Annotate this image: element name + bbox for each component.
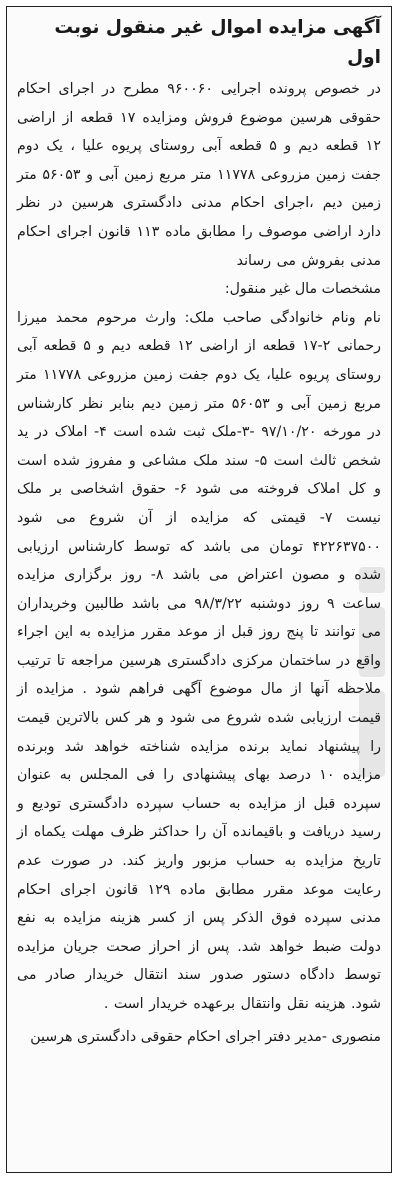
notice-signature: منصوری -مدیر دفتر اجرای احکام حقوقی دادگستری هرسین (30, 1028, 381, 1045)
notice-frame (6, 6, 392, 1173)
notice-intro: در خصوص پرونده اجرایی ۹۶۰۰۶۰ مطرح در اجرای احکام حقوقی هرسین موضوع فروش ومزایده ۱۷ قطعه از اراضی ۱۲ قطعه دیم و ۵ قطعه آبی روستای پریوه علیا ، یک دوم جفت زمین مزروعی ۱۱۷۷۸ متر مربع زمین آبی و ۵۶۰۵۳ متر زمین دیم ،اجرای احکام مدنی دادگستری هرسین در نظر دارد اراضی موصوف را مطابق ماده ۱۱۳ قانون اجرای احکام مدنی بفروش می رساند (17, 81, 381, 269)
specs-heading: مشخصات مال غیر منقول: (224, 281, 381, 298)
notice-body: نام ونام خانوادگی صاحب ملک: وارث مرحوم محمد میرزا رحمانی ۲-۱۷ قطعه از اراضی ۱۲ قطعه دیم و ۵ قطعه آبی روستای پریوه علیا، یک دوم جفت زمین مزروعی ۱۱۷۷۸ متر مربع زمین آبی و ۵۶۰۵۳ متر زمین دیم بنابر نظر کارشناس در مورخه ۹۷/۱۰/۲۰ -۳-ملک ثبت شده است ۴- املاک در ید شخص ثالث است ۵- سند ملک مشاعی و مفروز شده است و کل املاک فروخته می شود ۶- حقوق اشخاصی بر ملک نیست ۷- قیمتی که مزایده از آن شروع می شود ۴۲۲۶۳۷۵۰۰ تومان می باشد که توسط کارشناس ارزیابی شده و مصون اعتراض می باشد ۸- روز برگزاری مزایده ساعت ۹ روز دوشنبه ۹۸/۳/۲۲ می باشد طالبین وخریداران می توانند تا پنج روز قبل از موعد مقرر مزایده به این اجراء واقع در ساختمان مرکزی دادگستری هرسین مراجعه تا ترتیب ملاحظه آنها از مال موضوع آگهی فراهم شود . مزایده از قیمت ارزیابی شده شروع می شود و هر کس بالاترین قیمت را پیشنهاد نماید برنده مزایده شناخته خواهد شد وبرنده مزایده ۱۰ درصد بهای پیشنهادی را فی المجلس به عنوان سپرده قبل از مزایده به حساب سپرده دادگستری تودیع و رسید دریافت و باقیمانده آن را حداکثر ظرف مهلت یکماه از تاریخ مزایده به حساب مزبور واریز کند. در صورت عدم رعایت موعد مقرر مطابق ماده ۱۲۹ قانون اجرای احکام مدنی سپرده فوق الذکر پس از کسر هزینه مزایده به نفع دولت ضبط خواهد شد. پس از احراز صحت جریان مزایده توسط دادگاه دستور صدور سند انتقال خریدار صادر می شود. هزینه نقل وانتقال برعهده خریدار است . (17, 309, 382, 1012)
notice-title: آگهی مزایده اموال غیر منقول نوبت اول (54, 17, 381, 68)
notice-content (17, 13, 381, 1051)
